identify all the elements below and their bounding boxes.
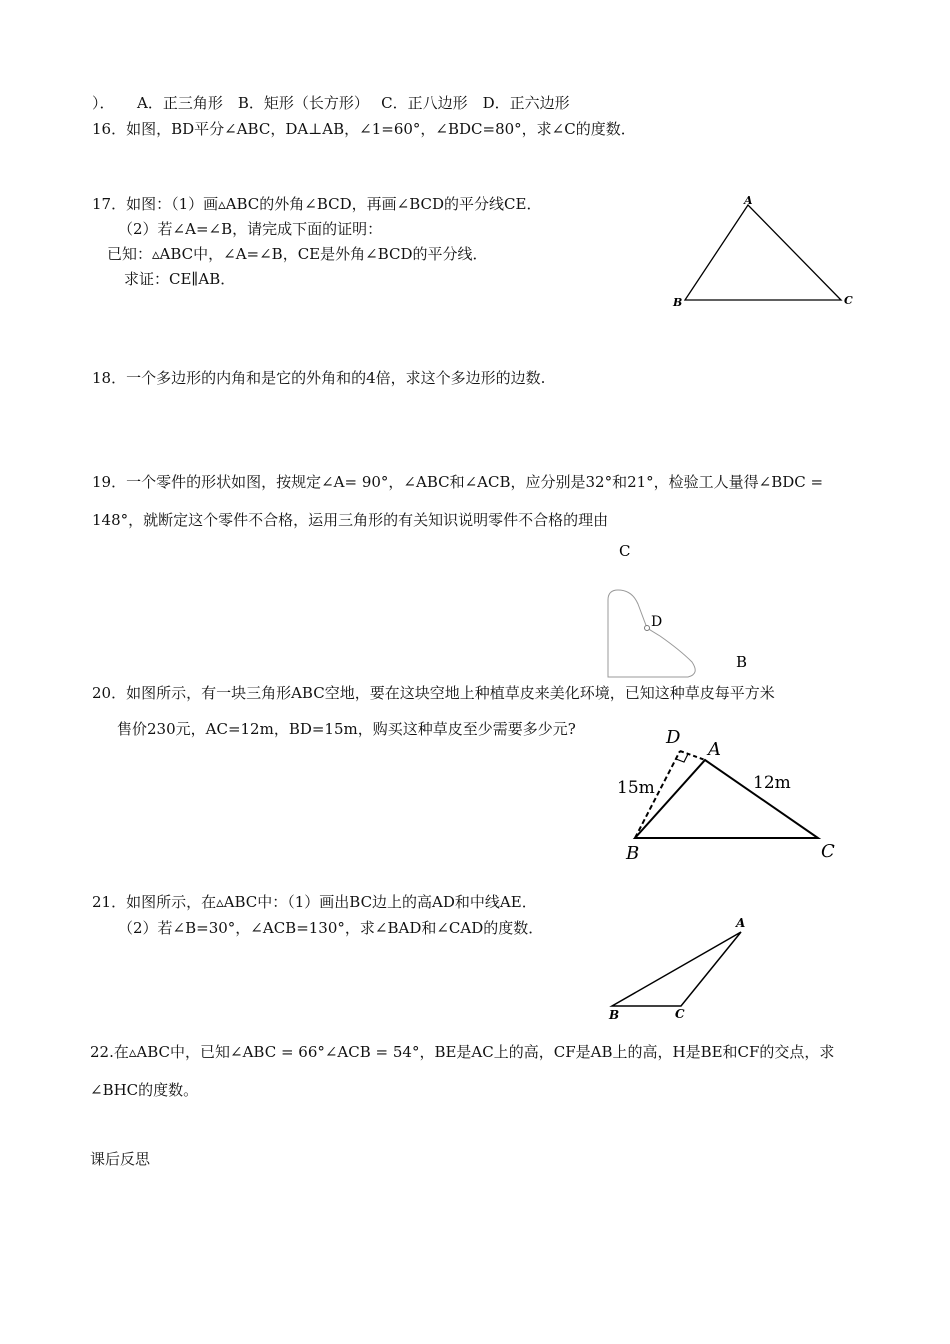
q21-triangle <box>612 932 741 1006</box>
q17-prove: 求证：CE∥AB． <box>124 270 236 288</box>
q15-options: ）． A．正三角形 B．矩形（长方形） C．正八边形 D．正六边形 <box>92 94 570 112</box>
q20-label-c: C <box>821 841 835 862</box>
q19-label-d: D <box>651 614 663 630</box>
q19-label-b: B <box>736 653 748 671</box>
q20-line1: 20．如图所示，有一块三角形ABC空地，要在这块空地上种植草皮来美化环境，已知这种草皮每平方米 <box>92 684 775 702</box>
q17-label-b: B <box>673 296 683 309</box>
q17-line2: （2）若∠A=∠B，请完成下面的证明： <box>118 220 383 238</box>
q17-label-c: C <box>844 294 853 307</box>
q17-label-a: A <box>744 194 753 207</box>
q20-extension-ad <box>680 751 705 760</box>
q19-line2: 148°，就断定这个零件不合格，运用三角形的有关知识说明零件不合格的理由 <box>92 511 609 529</box>
q17-triangle <box>685 205 841 300</box>
q20-line2: 售价230元，AC=12m，BD=15m，购买这种草皮至少需要多少元? <box>117 720 576 738</box>
q20-label-a: A <box>708 739 721 760</box>
q19-part-outline <box>608 590 695 677</box>
q17-given: 已知：▵ABC中，∠A=∠B，CE是外角∠BCD的平分线． <box>107 245 488 263</box>
q19-part-figure <box>600 540 770 680</box>
q17-line1: 17．如图：（1）画▵ABC的外角∠BCD，再画∠BCD的平分线CE． <box>92 195 542 213</box>
q22-line1: 22.在▵ABC中，已知∠ABC = 66°∠ACB = 54°，BE是AC上的高，CF是AB上的高，H是BE和CF的交点，求 <box>90 1043 835 1061</box>
q20-label-ac: 12m <box>753 773 791 793</box>
reflection-heading: 课后反思 <box>90 1150 151 1168</box>
q22-line2: ∠BHC的度数。 <box>90 1081 199 1099</box>
q19-line1: 19．一个零件的形状如图，按规定∠A= 90°，∠ABC和∠ACB，应分别是32°和21°，检验工人量得∠BDC = <box>92 473 824 491</box>
q21-line1: 21．如图所示，在▵ABC中：（1）画出BC边上的高AD和中线AE． <box>92 893 537 911</box>
q16-text: 16．如图，BD平分∠ABC，DA⊥AB，∠1=60°，∠BDC=80°，求∠C的度数． <box>92 120 636 138</box>
q20-right-angle-mark <box>676 754 688 762</box>
q21-triangle-figure <box>600 910 760 1025</box>
q20-triangle-figure <box>610 725 850 865</box>
q20-triangle <box>635 760 818 838</box>
q20-label-b: B <box>626 843 640 864</box>
q21-label-a: A <box>736 916 746 930</box>
q19-point-d <box>645 626 650 631</box>
q20-label-d: D <box>666 727 681 748</box>
q21-label-b: B <box>609 1008 620 1022</box>
q21-label-c: C <box>675 1007 685 1021</box>
q17-triangle-figure <box>670 192 870 312</box>
q19-label-c: C <box>619 542 631 560</box>
q20-label-bd: 15m <box>617 778 655 798</box>
q21-line2: （2）若∠B=30°，∠ACB=130°，求∠BAD和∠CAD的度数． <box>118 919 544 937</box>
q18-text: 18．一个多边形的内角和是它的外角和的4倍，求这个多边形的边数. <box>92 369 546 387</box>
